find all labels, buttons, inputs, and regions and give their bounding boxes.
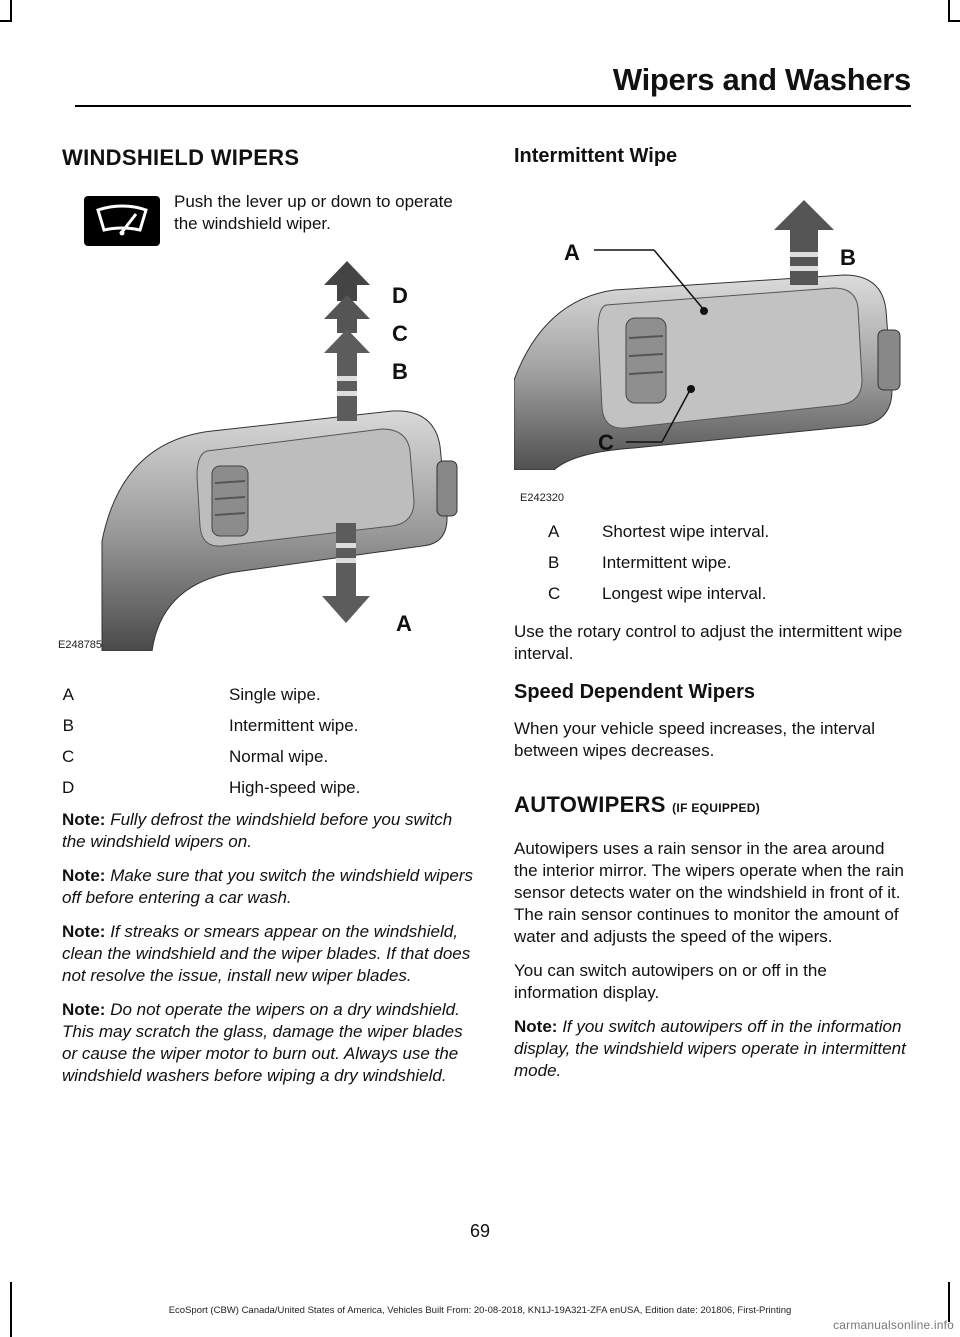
note-label: Note: — [62, 866, 106, 885]
legend-item — [62, 679, 476, 710]
legend-text: Intermittent wipe. — [229, 716, 359, 735]
note-label: Note: — [514, 1017, 558, 1036]
figure-code: E248785 — [58, 639, 103, 651]
autowipers-text: You can switch autowipers on or off in the information display. — [514, 961, 827, 1002]
figure-label-a: A — [396, 611, 412, 636]
watermark: carmanualsonline.info — [833, 1318, 954, 1332]
crop-mark — [948, 1282, 950, 1322]
speed-dependent-heading: Speed Dependent Wipers — [514, 681, 755, 703]
note-text: Make sure that you switch the windshield wipers off before entering a car wash. — [62, 866, 474, 907]
legend-text: Longest wipe interval. — [602, 584, 767, 603]
page-number: 69 — [469, 1221, 491, 1241]
note — [62, 865, 476, 909]
figure-label-a: A — [564, 240, 580, 265]
legend-key: A — [548, 522, 560, 541]
legend-item — [62, 741, 476, 772]
figure-label-c: C — [598, 430, 614, 455]
intro-text: Push the lever up or down to operate the windshield wiper. — [174, 192, 453, 233]
edition-line: EcoSport (CBW) Canada/United States of America, Vehicles Built From: 20-08-2018, KN1J-19A321-ZFA enUSA, Edition date: 201806, First-Printing — [168, 1305, 792, 1316]
legend-key: A — [62, 685, 74, 704]
rotary-control-illustration — [514, 180, 912, 470]
figure-label-b: B — [840, 245, 856, 270]
legend-key: C — [548, 584, 561, 603]
legend-text: Normal wipe. — [229, 747, 329, 766]
autowipers-heading — [514, 792, 912, 818]
note-label: Note: — [62, 1000, 106, 1019]
legend-item — [548, 547, 912, 578]
page-header-title: Wipers and Washers — [612, 62, 911, 97]
legend-item — [548, 516, 912, 547]
figure-label-c: C — [392, 321, 408, 346]
intro-row — [62, 191, 476, 251]
legend-text: Single wipe. — [229, 685, 321, 704]
right-column — [514, 145, 912, 1082]
interval-legend — [548, 516, 912, 609]
figure-label-b: B — [392, 359, 408, 384]
header-divider — [75, 105, 911, 107]
legend-text: High-speed wipe. — [229, 778, 361, 797]
note — [62, 999, 476, 1087]
crop-mark — [0, 20, 12, 22]
figure-code: E242320 — [520, 492, 565, 504]
note-text: If streaks or smears appear on the windshield, clean the windshield and the wiper blades. If that does not resolve the issue, install new wiper blades. — [62, 922, 471, 985]
note — [62, 921, 476, 987]
legend-key: B — [62, 716, 74, 735]
wiper-lever-figure — [58, 261, 476, 651]
legend-text: Shortest wipe interval. — [602, 522, 770, 541]
legend-key: B — [548, 553, 560, 572]
crop-mark — [948, 20, 960, 22]
autowipers-text: Autowipers uses a rain sensor in the area around the interior mirror. The wipers operate when the rain sensor detects water on the windshield in front of it. The rain sensor continues to monitor the amount of water and adjusts the speed of the wipers. — [514, 839, 904, 946]
wiper-legend — [62, 679, 476, 803]
note-text: Fully defrost the windshield before you switch the windshield wipers on. — [62, 810, 453, 851]
legend-item — [62, 772, 476, 803]
note — [514, 1016, 912, 1082]
crop-mark — [10, 0, 12, 22]
note-text: If you switch autowipers off in the information display, the windshield wipers operate in intermittent mode. — [514, 1017, 906, 1080]
legend-item — [548, 578, 912, 609]
intermittent-wipe-figure — [514, 180, 912, 504]
intermittent-wipe-heading: Intermittent Wipe — [514, 145, 678, 167]
legend-text: Intermittent wipe. — [602, 553, 732, 572]
legend-item — [62, 710, 476, 741]
legend-key: D — [62, 778, 75, 797]
windshield-wipers-heading: WINDSHIELD WIPERS — [62, 145, 300, 170]
autowipers-title: AUTOWIPERS — [514, 792, 666, 817]
crop-mark — [948, 0, 950, 22]
figure-label-d: D — [392, 283, 408, 308]
note-text: Do not operate the wipers on a dry windshield. This may scratch the glass, damage the wiper blades or cause the wiper motor to burn out. Always use the windshield washers before wiping a dry windshield. — [62, 1000, 463, 1085]
rotary-text: Use the rotary control to adjust the intermittent wipe interval. — [514, 622, 903, 663]
speed-text: When your vehicle speed increases, the interval between wipes decreases. — [514, 719, 875, 760]
left-column — [58, 145, 476, 1087]
note-label: Note: — [62, 810, 106, 829]
note — [62, 809, 476, 853]
wiper-lever-illustration — [62, 261, 476, 651]
note-label: Note: — [62, 922, 106, 941]
windshield-wiper-icon — [84, 196, 160, 246]
autowipers-if-equipped: (IF EQUIPPED) — [672, 801, 761, 815]
legend-key: C — [62, 747, 75, 766]
